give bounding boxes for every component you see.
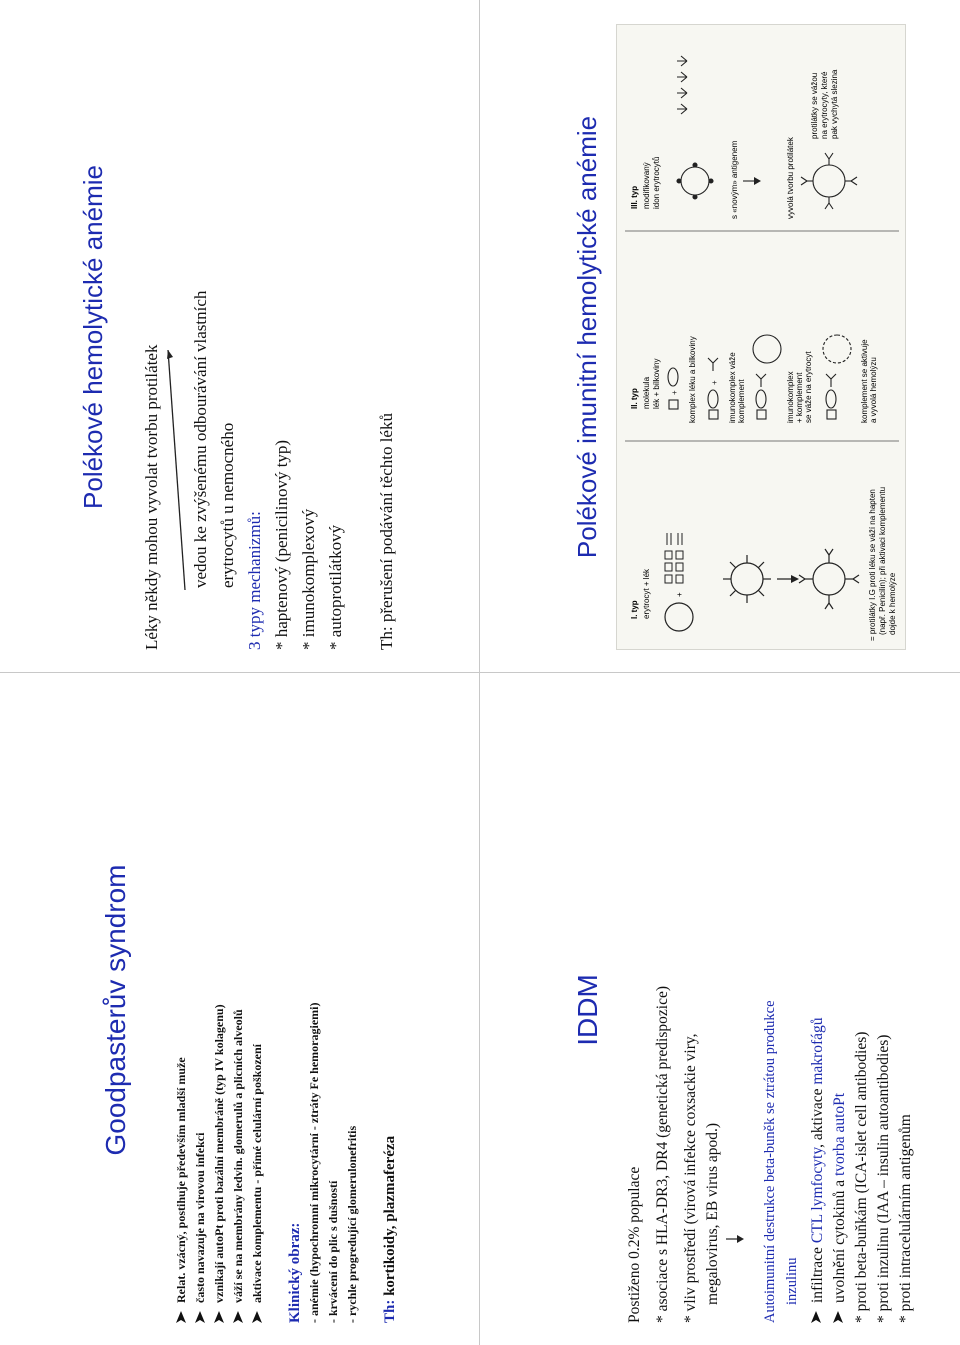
slide-drug-hemolytic-anemia: [0, 0, 479, 672]
mechanism-immunocomplex: * imunokomplexový: [299, 508, 318, 650]
type-1-caption-line-1: = protilátky I.G proti léku se váží na hapten: [868, 489, 877, 641]
slide-body: [616, 24, 906, 650]
arrow-bullet-icon: [807, 1303, 821, 1323]
text-part: , aktivace: [809, 1084, 826, 1148]
plus-sign: +: [675, 592, 684, 597]
type-3-subtitle-2: idon erytrocytů: [652, 156, 661, 209]
list-item-text: často navazuje na virovou infekci: [193, 1132, 207, 1303]
arrow-bullet-icon: [229, 1303, 243, 1323]
antibody-item: * proti beta-buňkám (ICA-islet cell antibodies): [853, 1031, 870, 1323]
slide-body: [138, 24, 400, 650]
type-2-step-2b: komplement: [737, 379, 746, 423]
slide-drug-immune-hemolytic-anemia: [480, 0, 959, 672]
slide-iddm: [480, 673, 959, 1345]
haptenized-erythrocyte-icon: [723, 555, 771, 603]
mechanism-diagram: [616, 24, 906, 650]
type-2-step-3a: imunokomplex: [786, 371, 795, 423]
drug-molecules-icon: [665, 533, 683, 583]
list-item: [248, 697, 267, 1323]
type-2-step-4b: a vyvolá hemolýzu: [869, 357, 878, 423]
text-part: uvolnění cytokinů a: [831, 1176, 848, 1303]
antibody-item: * proti inzulinu (IAA – insulin autoantibodies): [875, 1034, 892, 1323]
list-item-text: váží se na membrány ledvin. glomerulů a plicních alveolů: [231, 1009, 245, 1303]
highlight-text: CTL lymfocyty: [809, 1147, 826, 1244]
text-part: infiltrace: [809, 1243, 826, 1303]
therapy-label: Th:: [382, 1299, 398, 1323]
type-2-step-1: komplex léku a bílkoviny: [688, 336, 697, 423]
type-3-title: III. typ: [630, 185, 639, 209]
type-3-subtitle-1: modifikovaný: [642, 162, 651, 209]
type-3-step-2: vyvolá tvorbu protilátek: [786, 137, 795, 219]
intro-text: Léky někdy mohou vyvolat tvorbu protilátek: [142, 344, 161, 650]
slide-body: [172, 697, 400, 1323]
arrow-bullet-icon: [829, 1303, 843, 1323]
arrow-down-icon: [724, 1123, 746, 1323]
slide-goodpasture-syndrome: [0, 673, 479, 1345]
therapy-text: kortikoidy, plazmaferéza: [382, 1135, 398, 1296]
list-item: [829, 697, 851, 1323]
arrow-bullet-icon: [191, 1303, 205, 1323]
antibody-coated-erythrocyte-icon: [799, 549, 859, 609]
infiltration-text: [807, 1017, 829, 1303]
list-item: [229, 697, 248, 1323]
arrow-bullet-icon: [210, 1303, 224, 1323]
clinical-item: - anémie (hypochromní mikrocytární - ztráty Fe hemoragiemi): [307, 1002, 321, 1323]
autoimmune-line-1: Autoimunitní destrukce beta-buněk se ztrátou produkce: [762, 1000, 778, 1323]
autoimmune-line-2: inzulinu: [784, 1257, 800, 1305]
type-1-caption-line-2: (např. Penicilin); při aktivaci komplementu: [878, 486, 887, 635]
association-text: * asociace s HLA-DR3, DR4 (genetická predispozice): [654, 985, 671, 1323]
cytokine-text: [829, 1093, 851, 1303]
slide-title: Polékové hemolytické anémie: [78, 165, 108, 509]
drug-protein-icon: [668, 368, 679, 409]
consequence-block: [187, 24, 241, 650]
type-2-step-4a: komplement se aktivuje: [860, 339, 869, 423]
type-1-caption-line-3: dojde k hemolýze: [888, 572, 897, 635]
slide-title: Polékové imunitní hemolytické anémie: [572, 115, 602, 559]
list-item: [191, 697, 210, 1323]
environment-line-2: megalovirus, EB virus apod.): [704, 1122, 721, 1305]
affected-text: Postiženo 0.2% populace: [626, 1166, 643, 1323]
slide-body: [624, 697, 917, 1323]
highlight-text: makrofágů: [809, 1017, 826, 1085]
environment-line-1: * vliv prostředí (virová infekce coxsackie viry,: [682, 1033, 699, 1323]
consequence-line-2: erytrocytů u nemocného: [218, 422, 237, 588]
slide-title: Goodpasterův syndrom: [100, 864, 131, 1156]
bound-immunocomplex-icon: [753, 335, 781, 419]
type-2-step-3c: se váže na erytrocyt: [804, 351, 813, 423]
list-item-text: Relat. vzácný, postihuje především mladší muže: [174, 1057, 188, 1303]
clinical-heading: Klinický obraz:: [287, 1222, 303, 1323]
type-3-step-3b: na erytrocyty, které: [820, 71, 829, 139]
highlight-text: tvorba autoPt: [831, 1092, 848, 1176]
antibody-icon: [677, 56, 687, 114]
mechanisms-heading: 3 typy mechanizmů:: [245, 511, 264, 650]
coated-erythrocyte-icon: [801, 153, 857, 209]
clinical-item: - rychle progredující glomerulonefritis: [345, 1125, 359, 1323]
mechanism-autoantibody: * autoprotilátkový: [326, 524, 345, 650]
complement-activation-icon: [823, 335, 851, 419]
type-3-step-3a: protilátky se vážou: [810, 72, 819, 139]
list-item-text: aktivace komplementu - přímé celulární poškození: [250, 1044, 264, 1303]
type-1-subtitle: erytrocyt + lék: [642, 568, 651, 619]
mechanism-hapten: * haptenový (penicilinový typ): [272, 439, 291, 650]
svg-text:+: +: [670, 390, 679, 395]
therapy-text: Th: přerušení podávání těchto léků: [377, 413, 396, 650]
modified-erythrocyte-icon: [677, 163, 713, 199]
type-3-step-1: s «novým» antigenem: [730, 140, 739, 219]
consequence-line-1: vedou ke zvýšenému odbourávání vlastních: [191, 290, 210, 588]
list-item: [210, 697, 229, 1323]
list-item: [172, 697, 191, 1323]
clinical-item: - krvácení do plic s dušností: [326, 1180, 340, 1323]
type-3-step-3c: pak vychytá slezina: [830, 69, 839, 139]
list-item-text: vznikají autoPt proti bazální membráně (typ IV kolagenu): [212, 1004, 226, 1303]
type-2-subtitle-1: molekula: [642, 376, 651, 409]
svg-text:+: +: [710, 380, 719, 385]
immunocomplex-icon: [708, 358, 719, 419]
antibody-item: * proti intracelulárním antigenům: [897, 1114, 914, 1323]
therapy-line: [380, 697, 400, 1323]
type-2-subtitle-2: lék + bílkoviny: [652, 358, 661, 409]
arrow-line-icon: [165, 320, 187, 650]
erythrocyte-icon: [665, 603, 693, 631]
type-2-step-3b: + komplement: [795, 372, 804, 423]
type-2-step-2a: imunokomplex váže: [728, 352, 737, 423]
arrow-bullet-icon: [172, 1303, 186, 1323]
arrow-bullet-icon: [248, 1303, 262, 1323]
type-2-title: II. typ: [630, 388, 639, 409]
list-item: [807, 697, 829, 1323]
slide-title: IDDM: [572, 974, 603, 1046]
type-1-title: I. typ: [630, 600, 639, 619]
